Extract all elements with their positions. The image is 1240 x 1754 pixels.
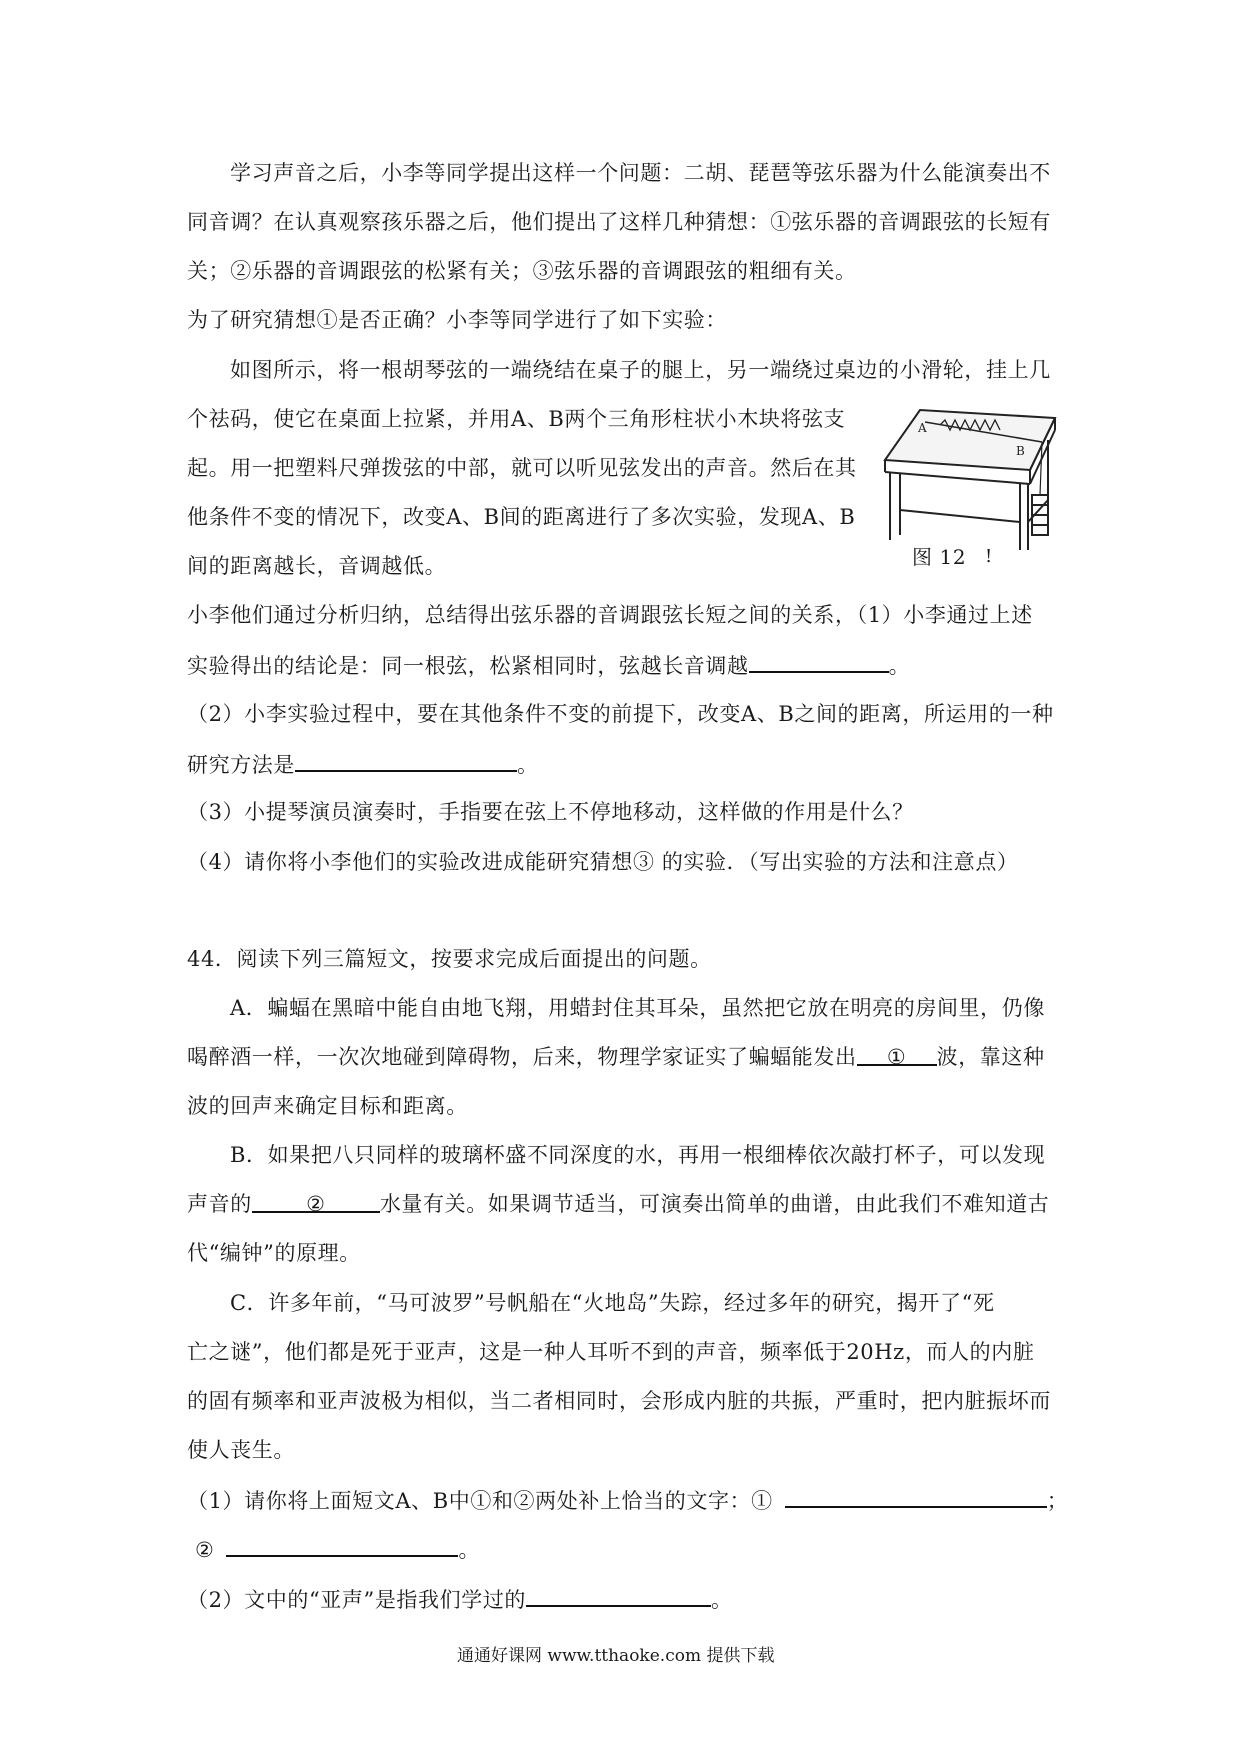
passage-c-line-4: 使人丧生。 [187, 1438, 295, 1462]
experiment-line-1: 如图所示，将一根胡琴弦的一端绕结在桌子的腿上，另一端绕过桌边的小滑轮，挂上几 [230, 358, 1051, 382]
answer-blank-2[interactable] [226, 1533, 458, 1557]
passage-a-blank: ① [857, 1042, 937, 1066]
passage-c-line-1: C．许多年前，“马可波罗”号帆船在“火地岛”失踪，经过多年的研究，揭开了“死 [230, 1291, 995, 1315]
analysis-line-1: 小李他们通过分析归纳，总结得出弦乐器的音调跟弦长短之间的关系，（1）小李通过上述 [187, 603, 1033, 627]
subquestion-1-line-2-end: 。 [458, 1538, 481, 1562]
question-2-line-2 [187, 748, 539, 780]
answer-blank-infrasound[interactable] [526, 1583, 711, 1607]
passage-b-text-after: 水量有关。如果调节适当，可演奏出简单的曲谱，由此我们不难知道古 [379, 1192, 1050, 1216]
subquestion-2-text: （2）文中的“亚声”是指我们学过的 [187, 1588, 527, 1612]
passage-c-line-3: 的固有频率和亚声波极为相似，当二者相同时，会形成内脏的共振，严重时，把内脏振坏而 [187, 1389, 1051, 1413]
intro-line-1: 学习声音之后，小李等同学提出这样一个问题：二胡、琵琶等弦乐器为什么能演奏出不 [230, 161, 1051, 185]
figure-label-a: A [918, 421, 927, 435]
footer-credit: 通通好课网 www.tthaoke.com 提供下载 [457, 1646, 775, 1666]
experiment-line-3: 起。用一把塑料尺弹拨弦的中部，就可以听见弦发出的声音。然后在其 [187, 456, 857, 480]
question-2-text: 研究方法是 [187, 753, 295, 777]
question-2-line-1: （2）小李实验过程中，要在其他条件不变的前提下，改变A、B之间的距离，所运用的一种 [187, 702, 1054, 726]
intro-line-4: 为了研究猜想①是否正确？小李等同学进行了如下实验： [187, 308, 727, 332]
figure-12-table-diagram [880, 400, 1060, 560]
passage-a-line-3: 波的回声来确定目标和距离。 [187, 1094, 468, 1118]
subquestion-1-line-1 [187, 1484, 1068, 1516]
experiment-line-5: 间的距离越长，音调越低。 [187, 554, 447, 578]
answer-blank-method[interactable] [295, 748, 517, 772]
passage-b-line-3: 代“编钟”的原理。 [187, 1241, 361, 1265]
passage-a-text: 喝醉酒一样，一次次地碰到障碍物，后来，物理学家证实了蝙蝠能发出 [187, 1045, 857, 1069]
passage-b-text: 声音的 [187, 1192, 252, 1216]
subquestion-1-end: ； [1046, 1489, 1069, 1513]
analysis-line-2 [187, 649, 910, 681]
question-4: （4）请你将小李他们的实验改进成能研究猜想③ 的实验．（写出实验的方法和注意点） [187, 850, 1019, 874]
subquestion-2-end: 。 [711, 1588, 733, 1612]
passage-b-line-2 [187, 1189, 1049, 1219]
intro-line-3: 关；②乐器的音调跟弦的松紧有关；③弦乐器的音调跟弦的粗细有关。 [187, 259, 857, 283]
experiment-line-4: 他条件不变的情况下，改变A、B间的距离进行了多次实验，发现A、B [187, 505, 856, 529]
subquestion-2 [187, 1583, 733, 1615]
passage-b-blank: ② [252, 1189, 380, 1213]
passage-c-line-2: 亡之谜”，他们都是死于亚声，这是一种人耳听不到的声音，频率低于20Hz，而人的内脏 [187, 1340, 1035, 1364]
question-3: （3）小提琴演员演奏时，手指要在弦上不停地移动，这样做的作用是什么？ [187, 800, 914, 824]
experiment-line-2: 个祛码，使它在桌面上拉紧，并用A、B两个三角形柱状小木块将弦支 [187, 407, 846, 431]
question-44-title: 44．阅读下列三篇短文，按要求完成后面提出的问题。 [187, 947, 712, 971]
passage-a-line-2 [187, 1042, 1045, 1072]
answer-blank-pitch[interactable] [749, 649, 889, 673]
intro-line-2: 同音调？在认真观察孩乐器之后，他们提出了这样几种猜想：①弦乐器的音调跟弦的长短有 [187, 210, 1051, 234]
passage-a-line-1: A．蝙蝠在黑暗中能自由地飞翔，用蜡封住其耳朵，虽然把它放在明亮的房间里，仍像 [230, 996, 1045, 1020]
subquestion-1-mark-2: ② [195, 1538, 215, 1562]
passage-b-line-1: B．如果把八只同样的玻璃杯盛不同深度的水，再用一根细棒依次敲打杯子，可以发现 [230, 1143, 1046, 1167]
analysis-line-2-text: 实验得出的结论是：同一根弦，松紧相同时，弦越长音调越 [187, 654, 749, 678]
figure-label-b: B [1016, 444, 1025, 458]
passage-a-text-after: 波，靠这种 [936, 1045, 1045, 1069]
answer-blank-1[interactable] [785, 1484, 1047, 1508]
subquestion-1-line-2 [195, 1533, 480, 1565]
figure-caption: 图 12 [912, 545, 967, 569]
question-2-end: 。 [517, 753, 539, 777]
subquestion-1-text: （1）请你将上面短文A、B中①和②两处补上恰当的文字：① [187, 1489, 773, 1513]
analysis-line-2-end: 。 [888, 654, 911, 678]
figure-mark: ! [985, 546, 993, 567]
